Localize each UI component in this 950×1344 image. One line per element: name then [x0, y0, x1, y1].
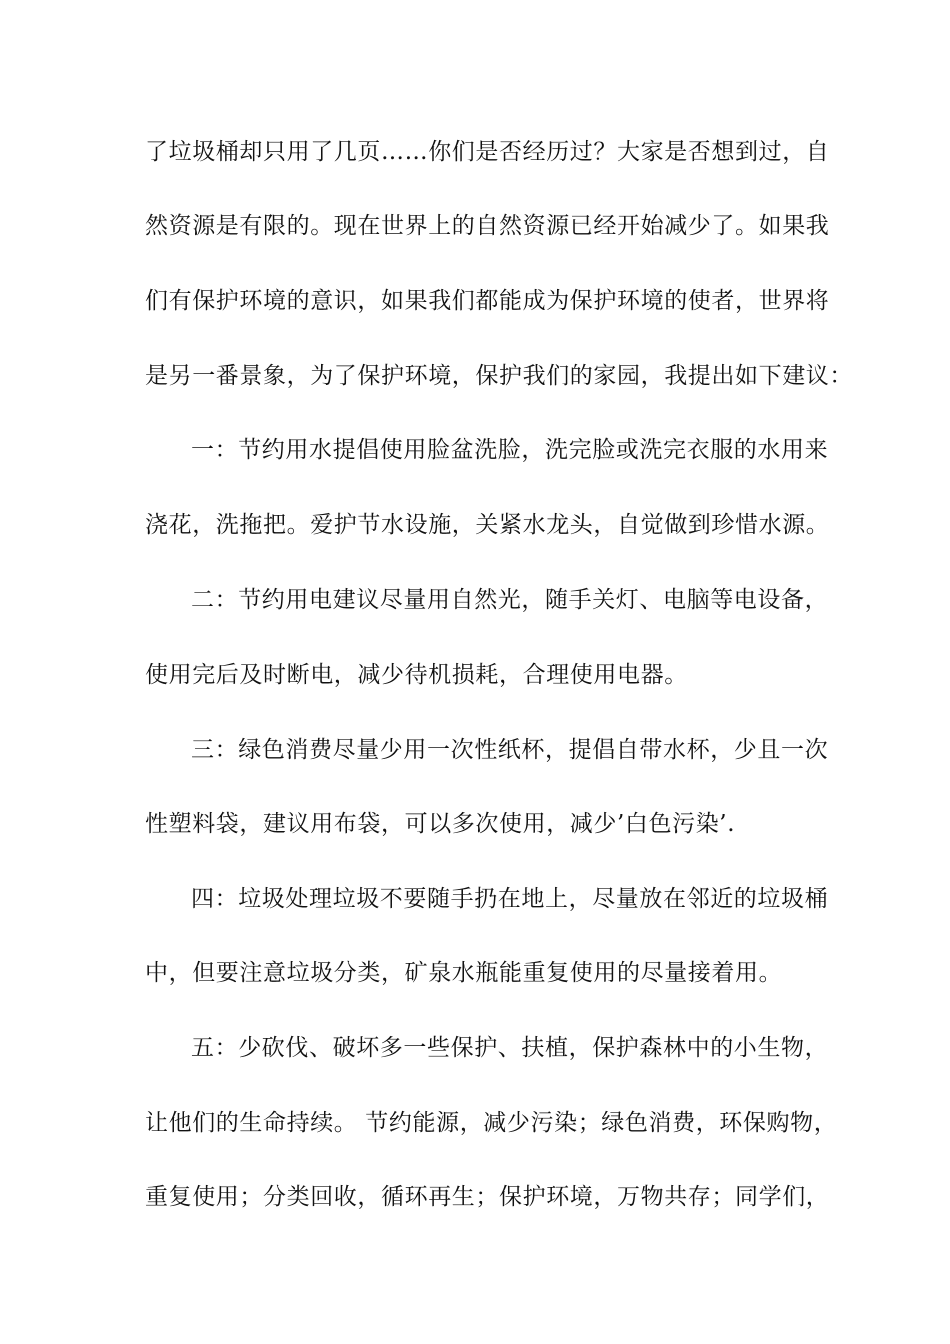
- paragraph-first-line: 四：垃圾处理垃圾不要随手扔在地上，尽量放在邻近的垃圾桶: [191, 886, 829, 912]
- text-line: 是另一番景象，为了保护环境，保护我们的家园，我提出如下建议：: [145, 363, 853, 389]
- paragraph-first-line: 一：节约用水提倡使用脸盆洗脸，洗完脸或洗完衣服的水用来: [191, 437, 829, 463]
- paragraph-first-line: 二：节约用电建议尽量用自然光，随手关灯、电脑等电设备，: [191, 587, 829, 613]
- text-line: 中，但要注意垃圾分类，矿泉水瓶能重复使用的尽量接着用。: [145, 960, 783, 986]
- text-line: 使用完后及时断电，减少待机损耗，合理使用电器。: [145, 662, 688, 688]
- text-line: 了垃圾桶却只用了几页……你们是否经历过？大家是否想到过，自: [145, 139, 830, 165]
- text-line: 浇花，洗拖把。爱护节水设施，关紧水龙头，自觉做到珍惜水源。: [145, 512, 830, 538]
- text-line: 然资源是有限的。现在世界上的自然资源已经开始减少了。如果我: [145, 213, 830, 239]
- text-line: 让他们的生命持续。 节约能源，减少污染；绿色消费，环保购物，: [145, 1110, 838, 1136]
- text-line: 重复使用；分类回收，循环再生；保护环境，万物共存；同学们，: [145, 1184, 830, 1210]
- paragraph-first-line: 五：少砍伐、破坏多一些保护、扶植，保护森林中的小生物，: [191, 1035, 829, 1061]
- text-line: 性塑料袋，建议用布袋，可以多次使用，减少’白色污染’.: [145, 811, 736, 837]
- paragraph-first-line: 三：绿色消费尽量少用一次性纸杯，提倡自带水杯，少且一次: [191, 737, 829, 763]
- text-line: 们有保护环境的意识，如果我们都能成为保护环境的使者，世界将: [145, 288, 830, 314]
